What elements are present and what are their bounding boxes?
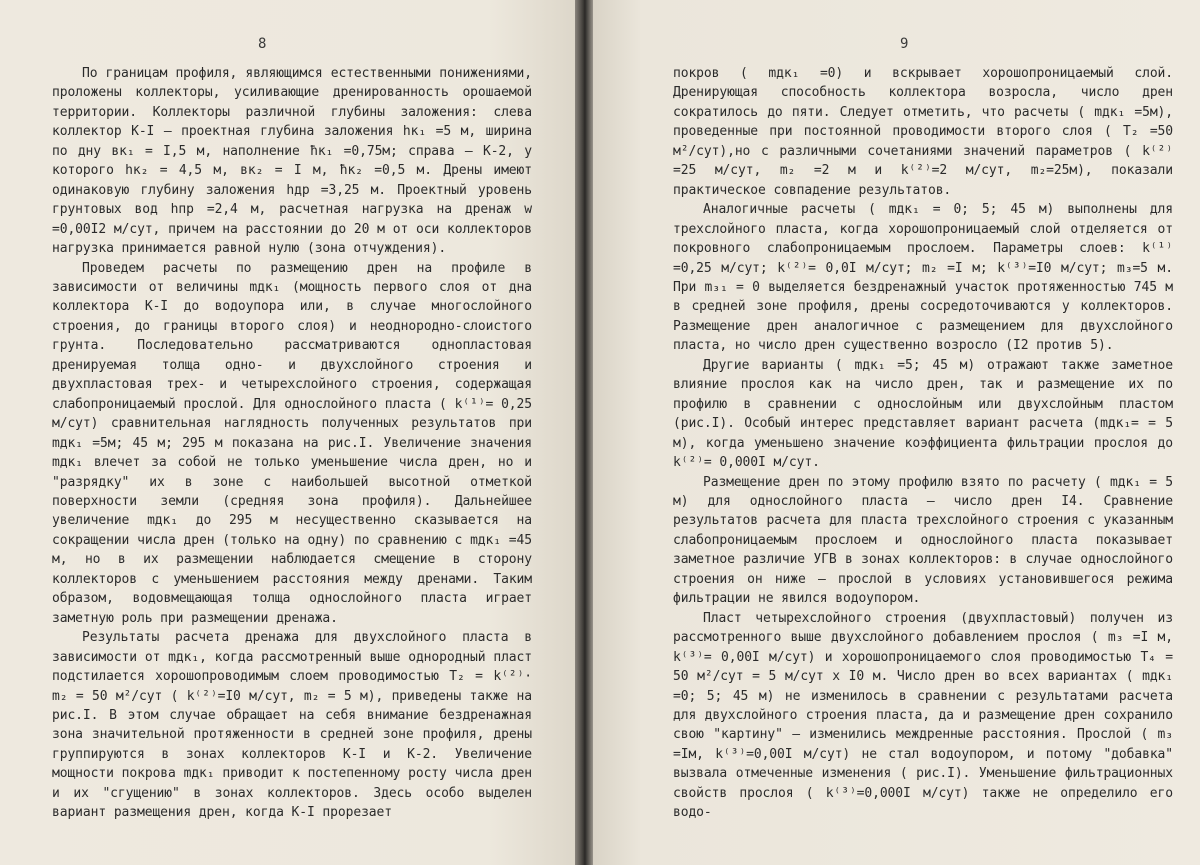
- right-paragraph-1: покров ( mдк₁ =0) и вскрывает хорошопроницаемый слой. Дренирующая способность коллектора возросла, число дрен сократилось до пяти. Следует отметить, что расчеты ( mдк₁ =5м), проведенные при постоянной проводимости второго слоя ( T₂ =50 м²/сут),но с различными сочетаниями значений параметров ( k⁽²⁾=25 м/сут, m₂ =2 м и k⁽²⁾=2 м/сут, m₂=25м), показали практическое совпадение результатов.: [673, 66, 1173, 198]
- left-paragraph-3: Результаты расчета дренажа для двухслойного пласта в зависимости от mдк₁, когда рассмотренный выше однородный пласт подстилается хорошопроводимым слоем проводимостью T₂ = k⁽²⁾· m₂ = 50 м²/сут ( k⁽²⁾=I0 м/сут, m₂ = 5 м), приведены также на рис.I. В этом случае обращает на себя внимание бездренажная зона значительной протяженности в средней зоне профиля, дрены группируются в зонах коллекторов К-I и К-2. Увеличение мощности покрова mдк₁ приводит к постепенному росту числа дрен и их "сгущению" в зонах коллекторов. Здесь особо выделен вариант размещения дрен, когда К-I прорезает: [52, 630, 532, 821]
- right-paragraph-3: Другие варианты ( mдк₁ =5; 45 м) отражают также заметное влияние прослоя как на число дрен, так и размещение их по профилю в сравнении с однослойным или двухслойным пластом (рис.I). Особый интерес представляет вариант расчета (mдк₁= = 5 м), когда уменьшено значение коэффициента фильтрации прослоя до k⁽²⁾= 0,000I м/сут.: [673, 357, 1173, 471]
- right-paragraph-2: Аналогичные расчеты ( mдк₁ = 0; 5; 45 м) выполнены для трехслойного пласта, когда хорошопроницаемый слой отделяется от покровного слабопроницаемым прослоем. Параметры слоев: k⁽¹⁾ =0,25 м/сут; k⁽²⁾= 0,0I м/сут; m₂ =I м; k⁽³⁾=I0 м/сут; m₃=5 м. При m₃₁ = 0 выделяется бездренажный участок протяженностью 745 м в средней зоне профиля, дрены сосредоточиваются у коллекторов. Размещение дрен аналогичное с размещением для двухслойного пласта, но число дрен существенно возросло (I2 против 5).: [673, 202, 1173, 354]
- left-paragraph-1: По границам профиля, являющимся естественными понижениями, проложены коллекторы, усиливающие дренированность орошаемой территории. Коллекторы различной глубины заложения: слева коллектор К-I – проектная глубина заложения hк₁ =5 м, ширина по дну вк₁ = I,5 м, наполнение ħк₁ =0,75м; справа – К-2, у которого hк₂ = 4,5 м, вк₂ = I м, ħк₂ =0,5 м. Дрены имеют одинаковую глубину заложения hдр =3,25 м. Проектный уровень грунтовых вод hпр =2,4 м, расчетная нагрузка на дренаж w =0,00I2 м/сут, причем на расстоянии до 20 м от оси коллекторов нагрузка принимается равной нулю (зона отчуждения).: [52, 66, 532, 257]
- book-gutter: [575, 0, 593, 865]
- page-number-right: 9: [900, 36, 909, 52]
- right-paragraph-4: Размещение дрен по этому профилю взято по расчету ( mдк₁ = 5 м) для однослойного пласта – число дрен I4. Сравнение результатов расчета для пласта трехслойного строения с указанным слабопроницаемым прослоем и однослойного пласта показывает заметное различие УГВ в зонах коллекторов: в случае однослойного строения он ниже – прослой в условиях установившегося режима фильтрации не явился водоупором.: [673, 474, 1173, 607]
- left-page-text: [52, 64, 532, 823]
- left-paragraph-2: Проведем расчеты по размещению дрен на профиле в зависимости от величины mдк₁ (мощность первого слоя от дна коллектора К-I до водоупора или, в случае многослойного строения, до границы второго слоя) и неоднородно-слоистого грунта. Последовательно рассматриваются однопластовая дренируемая толща одно- и двухслойного строения и двухпластовая трех- и четырехслойного строения, содержащая слабопроницаемый прослой. Для однослойного пласта ( k⁽¹⁾= 0,25 м/сут) сравнительная наглядность полученных результатов при mдк₁ =5м; 45 м; 295 м показана на рис.I. Увеличение значения mдк₁ влечет за собой не только уменьшение числа дрен, но и "разрядку" их в зоне с наибольшей высотной отметкой поверхности земли (средняя зона профиля). Дальнейшее увеличение mдк₁ до 295 м несущественно сказывается на сокращении числа дрен (только на одну) по сравнению с mдк₁ =45 м, но в их размещении наблюдается смещение в сторону коллекторов с уменьшением расстояния между дренами. Таким образом, водовмещающая толща однослойного пласта играет заметную роль при размещении дренажа.: [52, 260, 532, 626]
- left-page: [0, 0, 575, 865]
- right-page: [593, 0, 1200, 865]
- page-number-left: 8: [258, 36, 267, 52]
- right-page-text: [673, 64, 1173, 823]
- right-paragraph-5: Пласт четырехслойного строения (двухпластовый) получен из рассмотренного выше двухслойного добавлением прослоя ( m₃ =I м, k⁽³⁾= 0,00I м/сут) и хорошопроницаемого слоя проводимостью T₄ = 50 м²/сут = 5 м/сут х I0 м. Число дрен во всех вариантах ( mдк₁ =0; 5; 45 м) не изменилось в сравнении с результатами расчета для двухслойного строения пласта, да и размещение дрен сохранило свою "картину" – изменились междренные расстояния. Прослой ( m₃ =Iм, k⁽³⁾=0,00I м/сут) не стал водоупором, и потому "добавка" вызвала отмеченные изменения ( рис.I). Уменьшение фильтрационных свойств прослоя ( k⁽³⁾=0,000I м/сут) также не определило его водо-: [673, 610, 1173, 821]
